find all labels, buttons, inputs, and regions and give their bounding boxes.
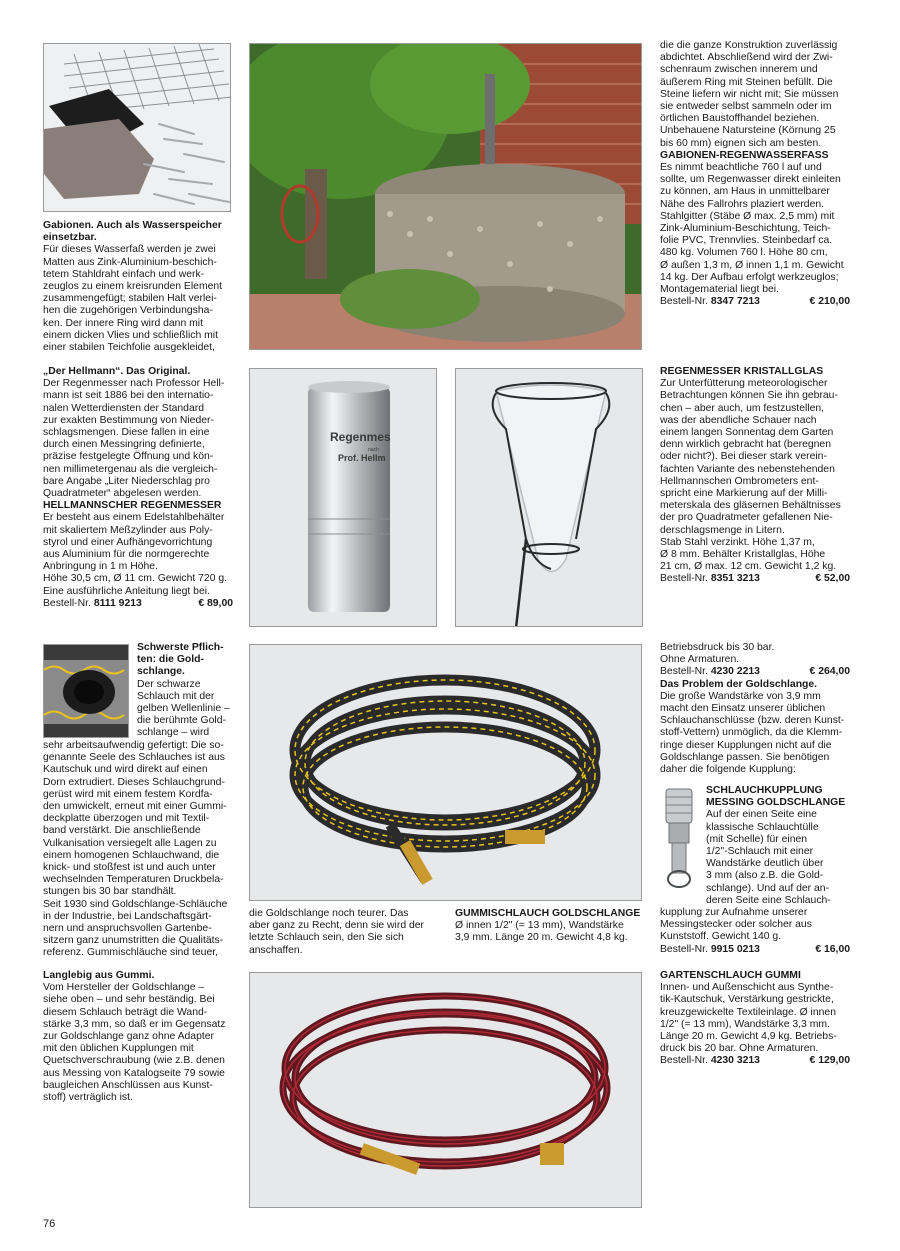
gabionen-product-title: GABIONEN-REGENWASSERFASS [660,149,829,161]
gummi-product-title: GARTENSCHLAUCH GUMMI [660,970,801,981]
order-label: Bestell-Nr. [660,573,708,585]
coupling-text [706,785,856,907]
goldschlange-right-body: Betriebsdruck bis 30 bar. Ohne Armaturen. [660,642,775,666]
gauge-label-small: nach [368,447,379,453]
gabionen-intro [43,220,233,354]
coupling-order-row [660,944,850,956]
coupling-product-body: kupplung zur Aufnahme unserer Messingstecker oder solcher aus Kunststoff. Gewicht 140 g. [660,907,812,943]
garden-hose-red-image [249,972,642,1208]
order-number: 4230 2213 [710,666,760,678]
order-label: Bestell-Nr. [660,1055,708,1067]
goldschlange-product-body: Ø innen 1/2" (= 13 mm), Wandstärke 3,9 mm. Länge 20 m. Gewicht 4,8 kg. [455,920,628,944]
problem-body: Die große Wandstärke von 3,9 mm macht den Einsatz unserer üblichen Schlauchanschlüsse (bzw. deren Kunst- stoff-Vettern) unmöglich, da die Klemm- ringe dieser Kupplungen nicht auf die Goldschlange passen. Sie benötigen daher die folgende Kupplung: [660,690,845,776]
gabionen-product-body: Es nimmt beachtliche 760 l auf und sollte, um Regenwasser direkt einleiten zu können, am Haus in unmittelbarer Nähe des Fallrohrs plaziert werden. Stahlgitter (Stäbe Ø max. 2,5 mm) mit Zink-Aluminium-Beschichtung, Teich- folie PVC, Trennvlies. Steinbedarf ca. 480 kg. Volumen 760 l. Höhe 80 cm, Ø außen 1,3 m, Ø innen 1,1 m. Gewicht 14 kg. Der Aufbau erfolgt werkzeuglos; Montagematerial liegt bei. [660,162,844,296]
order-label: Bestell-Nr. [660,296,708,308]
gabionen-continued: die die ganze Konstruktion zuverlässig abdichtet. Abschließend wird der Zwi- schenraum zwischen innerem und äußerem Ring mit Steinen befüllt. Die Steine liefern wir nicht mit; Sie müssen sie entweder selbst sammeln oder im örtlichen Baustoffhandel beziehen. Unbehauene Natursteine (Körnung 25 bis 60 mm) eignen sich am besten. [660,40,839,149]
goldschlange-body: sehr arbeitsaufwendig gefertigt: Die so- genannte Seele des Schlauches ist aus Kautschuk und wird direkt auf einen Dorn extrudiert. Dieses Schlauchgrund- gerüst wird mit einem festem Kordfa- den umwickelt, erneut mit einer Gummi- deckplatte überzogen und mit Textil- band verstärkt. Die anschließende Vulkanisation versiegelt alle Lagen zu einem homogenen Schlauchwand, die knick- und stoßfest ist und auch unter wechselnden Temperaturen Druckbela- stungen bis 30 bar standhält. Seit 1930 sind Goldschlange-Schläuche in der Industrie, bei Landschaftsgärt- nern und anspruchsvollen Gartenbe- sitzern ganz unumstritten die Qualitäts- referenz. Gummischläuche sind teuer, [43,740,228,959]
order-number: 4230 3213 [710,1055,760,1067]
coupling-product-title: SCHLAUCHKUPPLUNG MESSING GOLDSCHLANGE [706,785,846,809]
goldschlange-product-title: GUMMISCHLAUCH GOLDSCHLANGE [455,908,641,919]
hellmann-text [43,366,233,610]
hellmann-product-body: Er besteht aus einem Edelstahlbehälter mit skaliertem Meßzylinder aus Poly- styrol und einer Aufhängevorrichtung aus Aluminium für die normgerechte Anbringung in 1 m Höhe. Höhe 30,5 cm, Ø 11 cm. Gewicht 720 g. Eine ausführliche Anleitung liegt bei. [43,512,228,597]
coupling-image [660,787,698,897]
order-number: 8351 3213 [710,573,760,585]
gabionen-order-row [660,296,850,308]
goldschlange-order-block [660,642,850,776]
gummi-order-row [660,1055,850,1067]
goldschlange-inline-body: Der schwarze Schlauch mit der gelben Wellenlinie – die berühmte Gold- schlange – wird [137,678,230,739]
gabionen-body: Für dieses Wasserfaß werden je zwei Matten aus Zink-Aluminium-beschich- tetem Stahldraht einfach und werk- zeuglos zu einem kreisrunden Element zusammengefügt; stabilen Halt verlei- hen die zugehörigen Verbindungsha- ken. Der innere Ring wird dann mit einem dicken Vlies und schließlich mit einer stabilen Teichfolie ausgekleidet, [43,244,223,354]
price: € 210,00 [809,296,850,308]
coupling-inline-body: Auf der einen Seite eine klassische Schlauchtülle (mit Schelle) für einen 1/2"-Schlauch mit einer Wandstärke deutlich über 3 mm (also z.B. die Gold- schlange). Und auf der an- deren Seite eine Schlauch- [706,809,831,906]
gabion-garden-photo [249,43,642,350]
problem-heading: Das Problem der Goldschlange. [660,678,818,690]
goldschlange-order-row [660,666,850,678]
gabionen-heading: Gabionen. Auch als Wasserspeicher einsetzbar. [43,220,222,244]
goldschlange-body-block [43,740,235,960]
price: € 52,00 [815,573,850,585]
kristallglas-rain-gauge-image [455,368,643,627]
goldschlange-heading: Schwerste Pflich- ten: die Gold- schlange. [137,642,224,678]
kristallglas-product-body: Zur Unterfütterung meteorologischer Betrachtungen können Sie ihn gebrau- chen – aber auch, um festzustellen, was der abendliche Schauer nach einem langen Sonnentag dem Garten denn wirklich gebracht hat (beregnen oder nicht?). Bei dieser stark verein- fachten Variante des nebenstehenden Hellmannschen Ombrometers ent- spricht eine Markierung auf der Milli- meterskala des gläsernen Behältnisses der pro Quadratmeter gefallenen Nie- derschlagsmenge in Litern. Stab Stahl verzinkt. Höhe 1,37 m, Ø 8 mm. Behälter Kristallglas, Höhe 21 cm, Ø max. 12 cm. Gewicht 1,2 kg. [660,378,841,573]
hellmann-body: Der Regenmesser nach Professor Hell- mann ist seit 1886 bei den internatio- nalen Wetterdiensten der Standard zur exakten Bestimmung von Nieder- schlagsmengen. Diese fallen in eine durch einen Messingring definierte, präzise festgelegte Öffnung und kön- nen millimetergenau als die vergleich- bare Angabe „Liter Niederschlag pro Quadratmeter“ abgelesen werden. [43,378,225,500]
kristallglas-order-row [660,573,850,585]
gummi-body: Vom Hersteller der Goldschlange – siehe oben – und sehr beständig. Bei diesem Schlauch beträgt die Wand- stärke 3,3 mm, so daß er im Gegensatz zur Goldschlange ganz ohne Adapter mit den üblichen Kupplungen mit Quetschverschraubung (wie z.B. denen aus Messing von Katalogseite 79 sowie baugleichen Anschlüssen aus Kunst- stoff) verträglich ist. [43,982,226,1104]
goldschlange-inline [137,642,237,740]
price: € 264,00 [809,666,850,678]
goldschlange-continued-block [249,908,441,957]
order-label: Bestell-Nr. [660,666,708,678]
order-number: 8111 9213 [93,597,142,609]
hellmann-order-row [43,598,233,610]
gauge-label-prof: Prof. Hellm [338,453,386,463]
gabion-parts-image [43,43,231,212]
price: € 89,00 [198,597,233,609]
kristallglas-product-title: REGENMESSER KRISTALLGLAS [660,366,824,377]
gabionen-product [660,40,850,308]
gummi-product [660,970,850,1068]
gummi-product-body: Innen- und Außenschicht aus Synthe- tik-Kautschuk, Verstärkung gestrickte, kreuzgewickelte Textileinlage. Ø innen 1/2" (= 13 mm), Wandstärke 3,3 mm. Länge 20 m. Gewicht 4,9 kg. Betriebs- druck bis 20 bar. Ohne Armaturen. [660,982,837,1055]
gummi-heading: Langlebig aus Gummi. [43,970,155,981]
page-number: 76 [43,1218,56,1230]
price: € 16,00 [815,943,850,955]
order-number: 9915 0213 [710,943,760,955]
price: € 129,00 [809,1055,850,1067]
gauge-label: Regenmes [330,430,391,444]
order-label: Bestell-Nr. [660,943,708,955]
goldschlange-product [455,908,647,945]
hellmann-heading: „Der Hellmann“. Das Original. [43,366,191,377]
gummi-text [43,970,235,1104]
goldschlange-hose-image [249,644,642,901]
goldschlange-continued: die Goldschlange noch teurer. Das aber ganz zu Recht, denn sie wird der letzte Schlauch sein, den Sie sich anschaffen. [249,908,425,956]
kristallglas-text [660,366,850,586]
order-label: Bestell-Nr. [43,597,91,609]
coupling-order-block [660,907,850,956]
hellmann-product-title: HELLMANNSCHER REGENMESSER [43,500,222,512]
order-number: 8347 7213 [710,296,760,308]
hose-cross-section-image [43,644,129,738]
hellmann-rain-gauge-image [249,368,437,627]
